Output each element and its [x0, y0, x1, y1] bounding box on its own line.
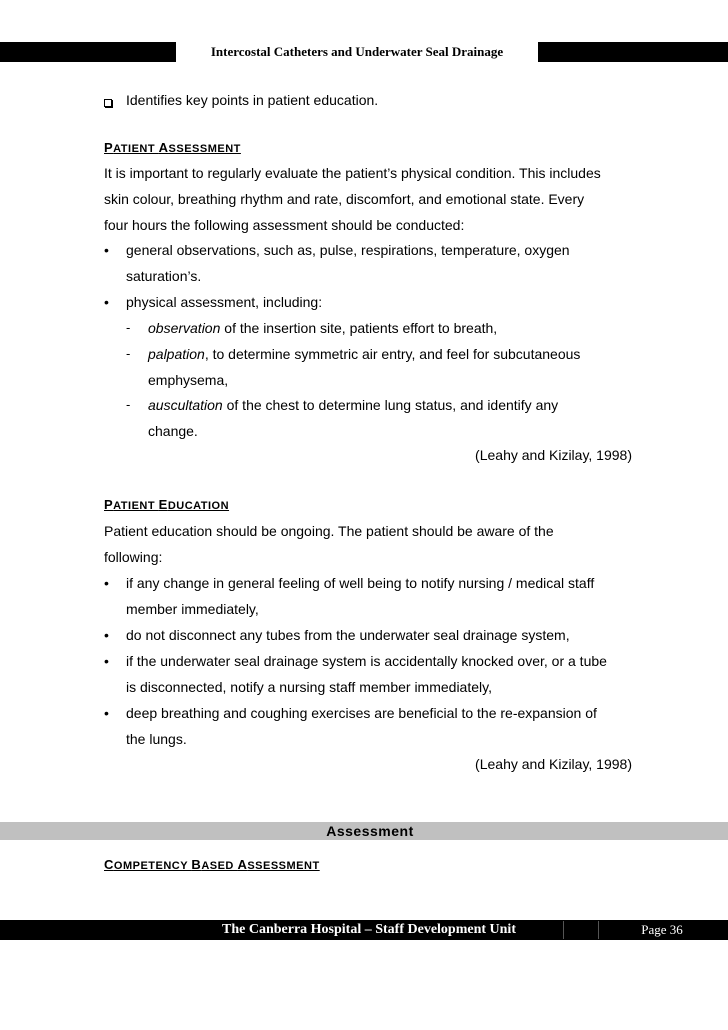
patient-assessment-heading: PATIENT ASSESSMENT: [104, 140, 241, 155]
bullet-icon: •: [104, 627, 109, 643]
intro-item: Identifies key points in patient education.: [126, 92, 379, 108]
dash-icon: -: [126, 320, 131, 335]
education-bullet-3-cont: is disconnected, notify a nursing staff member immediately,: [126, 679, 492, 695]
assessment-bullet-1: general observations, such as, pulse, respirations, temperature, oxygen: [126, 242, 570, 258]
footer-divider: [598, 921, 599, 939]
education-citation: (Leahy and Kizilay, 1998): [475, 756, 632, 772]
education-bullet-4: deep breathing and coughing exercises are beneficial to the re-expansion of: [126, 705, 597, 721]
competency-heading: COMPETENCY BASED ASSESSMENT: [104, 857, 320, 872]
education-bullet-1: if any change in general feeling of well being to notify nursing / medical staff: [126, 575, 595, 591]
assessment-section-label: Assessment: [326, 823, 414, 839]
assessment-sub-3-cont: change.: [148, 423, 198, 439]
bullet-icon: •: [104, 294, 109, 310]
assessment-para-line-1: It is important to regularly evaluate the patient’s physical condition. This includes: [104, 165, 601, 181]
education-para-line-1: Patient education should be ongoing. The patient should be aware of the: [104, 523, 554, 539]
bullet-icon: •: [104, 575, 109, 591]
assessment-sub-2: palpation, to determine symmetric air entry, and feel for subcutaneous: [148, 346, 581, 362]
education-para-line-2: following:: [104, 549, 163, 565]
assessment-sub-1: observation of the insertion site, patients effort to breath,: [148, 320, 498, 336]
education-bullet-4-cont: the lungs.: [126, 731, 187, 747]
dash-icon: -: [126, 397, 131, 412]
square-bullet-icon: [104, 99, 112, 107]
education-bullet-3: if the underwater seal drainage system is accidentally knocked over, or a tube: [126, 653, 607, 669]
footer-text: The Canberra Hospital – Staff Development Unit: [222, 922, 516, 937]
assessment-para-line-3: four hours the following assessment should be conducted:: [104, 217, 465, 233]
page-number: Page 36: [641, 922, 683, 937]
assessment-para-line-2: skin colour, breathing rhythm and rate, discomfort, and emotional state. Every: [104, 191, 585, 207]
assessment-citation: (Leahy and Kizilay, 1998): [475, 447, 632, 463]
education-bullet-2: do not disconnect any tubes from the underwater seal drainage system,: [126, 627, 570, 643]
bullet-icon: •: [104, 653, 109, 669]
patient-education-heading: PATIENT EDUCATION: [104, 497, 230, 512]
bullet-icon: •: [104, 705, 109, 721]
assessment-bullet-2: physical assessment, including:: [126, 294, 323, 310]
education-bullet-1-cont: member immediately,: [126, 601, 259, 617]
document-title: Intercostal Catheters and Underwater Seal Drainage: [176, 40, 538, 64]
bullet-icon: •: [104, 242, 109, 258]
dash-icon: -: [126, 346, 131, 361]
assessment-sub-3: auscultation of the chest to determine lung status, and identify any: [148, 397, 559, 413]
assessment-bullet-1-cont: saturation’s.: [126, 268, 202, 284]
assessment-sub-2-cont: emphysema,: [148, 372, 229, 388]
footer-divider: [563, 921, 564, 939]
